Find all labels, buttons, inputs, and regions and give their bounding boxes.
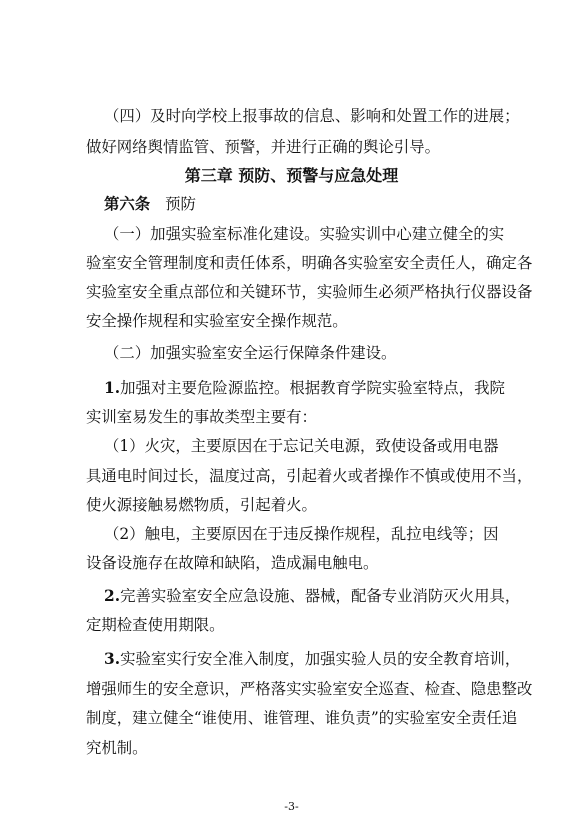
subitem-1-text: 加强对主要危险源监控。根据教育学院实验室特点，我院 [120, 379, 505, 397]
chapter-title: 第三章 预防、预警与应急处理 [184, 166, 399, 185]
article-6-title: 预防 [165, 195, 196, 213]
subitem-3-text: 实验室实行安全准入制度，加强实验人员的安全教育培训， [120, 650, 521, 668]
paragraph-4-line-2: 做好网络舆情监管、预警，并进行正确的舆论引导。 [86, 138, 440, 156]
shock-line-2: 设备设施存在故障和缺陷，造成漏电触电。 [86, 554, 379, 572]
subitem-2-line-2: 定期检查使用期限。 [86, 616, 225, 634]
subitem-3-line-1 [104, 649, 524, 669]
article-6-heading [104, 194, 524, 214]
fire-line-2: 具通电时间过长，温度过高，引起着火或者操作不慎或使用不当， [86, 467, 533, 485]
page-number: -3- [284, 800, 299, 813]
subitem-1-line-1 [104, 378, 524, 398]
subitem-1-number: 1. [104, 379, 121, 397]
shock-line-1: （2）触电，主要原因在于违反操作规程，乱拉电线等；因 [104, 525, 499, 543]
fire-line-3: 使火源接触易燃物质，引起着火。 [86, 496, 317, 514]
fire-line-1: （1）火灾，主要原因在于忘记关电源，致使设备或用电器 [104, 437, 499, 455]
subitem-2-number: 2. [104, 587, 121, 605]
article-6-label: 第六条 [104, 195, 151, 213]
subitem-3-line-3: 制度，建立健全“谁使用、谁管理、谁负责”的实验室安全责任追 [86, 709, 518, 727]
item-2: （二）加强实验室安全运行保障条件建设。 [104, 344, 397, 362]
item-1-line-1: （一）加强实验室标准化建设。实验实训中心建立健全的实 [104, 225, 505, 243]
subitem-2-line-1 [104, 586, 524, 606]
item-1-line-3: 实验室安全重点部位和关键环节，实验师生必须严格执行仪器设备 [86, 283, 533, 301]
subitem-3-line-4: 究机制。 [86, 739, 148, 757]
item-1-line-4: 安全操作规程和实验室安全操作规范。 [86, 312, 348, 330]
paragraph-4-line-1: （四）及时向学校上报事故的信息、影响和处置工作的进展； [104, 107, 520, 125]
item-1-line-2: 验室安全管理制度和责任体系，明确各实验室安全责任人，确定各 [86, 254, 533, 272]
subitem-1-line-2: 实训室易发生的事故类型主要有： [86, 408, 317, 426]
subitem-2-text: 完善实验室安全应急设施、器械，配备专业消防灭火用具， [120, 587, 521, 605]
subitem-3-line-2: 增强师生的安全意识，严格落实实验室安全巡查、检查、隐患整改 [86, 680, 533, 698]
subitem-3-number: 3. [104, 650, 121, 668]
